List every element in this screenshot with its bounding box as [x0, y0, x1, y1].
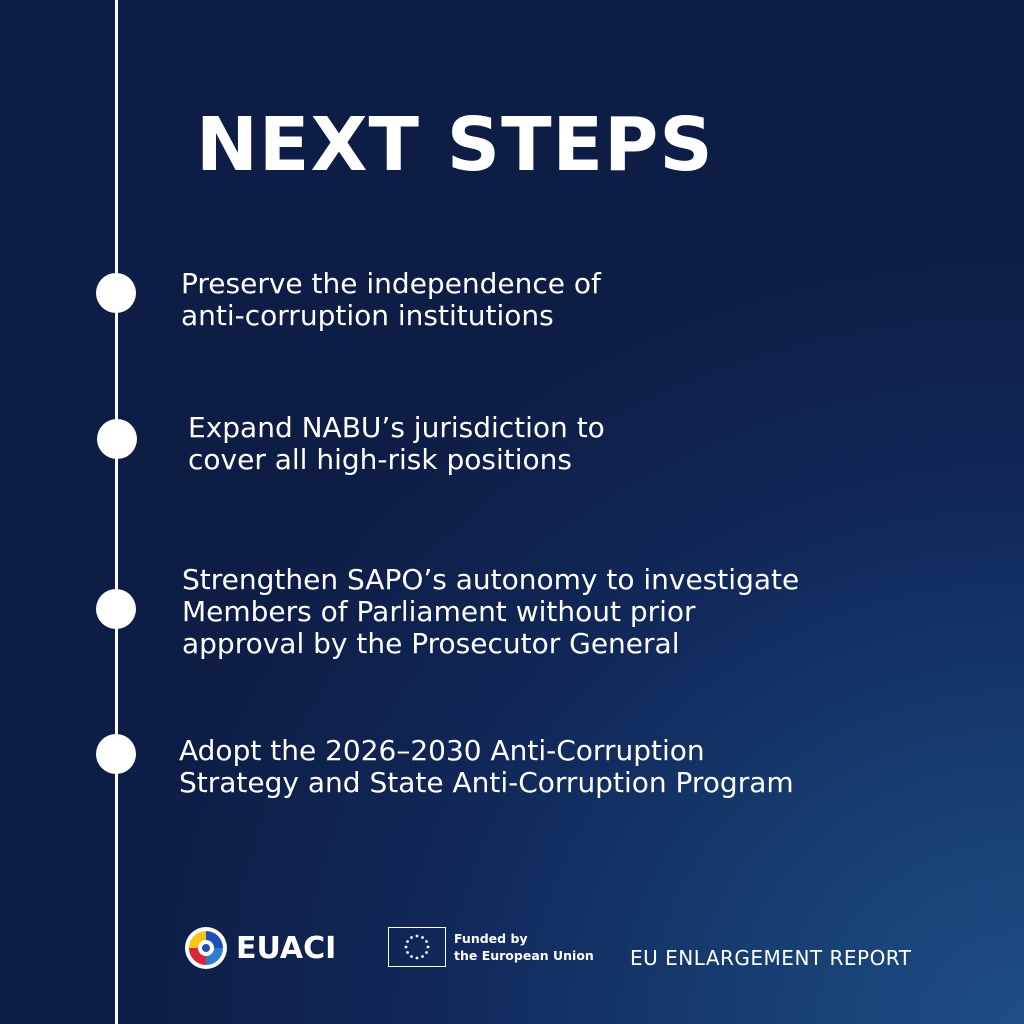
page-title: NEXT STEPS — [196, 102, 714, 188]
step-text-line: Members of Parliament without prior — [182, 595, 696, 628]
step-item-4 — [179, 735, 794, 799]
timeline-line — [115, 0, 118, 1024]
timeline-dot-2 — [97, 419, 137, 459]
step-text-line: approval by the Prosecutor General — [182, 627, 680, 660]
step-item-1 — [181, 268, 601, 332]
step-text-line: Preserve the independence of — [181, 267, 601, 300]
step-text-line: anti-corruption institutions — [181, 299, 554, 332]
report-label: EU ENLARGEMENT REPORT — [630, 946, 912, 970]
eu-flag-icon — [388, 927, 446, 967]
timeline-dot-1 — [96, 273, 136, 313]
eu-funding-text — [454, 930, 594, 964]
euaci-logo — [184, 926, 336, 970]
euaci-logo-text: EUACI — [236, 930, 337, 966]
timeline-dot-4 — [96, 734, 136, 774]
step-item-3 — [182, 564, 799, 660]
step-text-line: Adopt the 2026–2030 Anti-Corruption — [179, 734, 705, 767]
eu-funding-badge — [388, 927, 594, 967]
eu-stars-icon — [397, 932, 437, 962]
step-text-line: Strategy and State Anti-Corruption Program — [179, 766, 794, 799]
step-text-line: Strengthen SAPO’s autonomy to investigate — [182, 563, 800, 596]
timeline-dot-3 — [96, 589, 136, 629]
step-text-line: Expand NABU’s jurisdiction to — [188, 411, 605, 444]
eu-funding-line-2: the European Union — [454, 948, 594, 963]
step-item-2 — [188, 412, 605, 476]
eu-funding-line-1: Funded by — [454, 931, 528, 946]
euaci-logo-icon — [184, 926, 228, 970]
step-text-line: cover all high-risk positions — [188, 443, 572, 476]
